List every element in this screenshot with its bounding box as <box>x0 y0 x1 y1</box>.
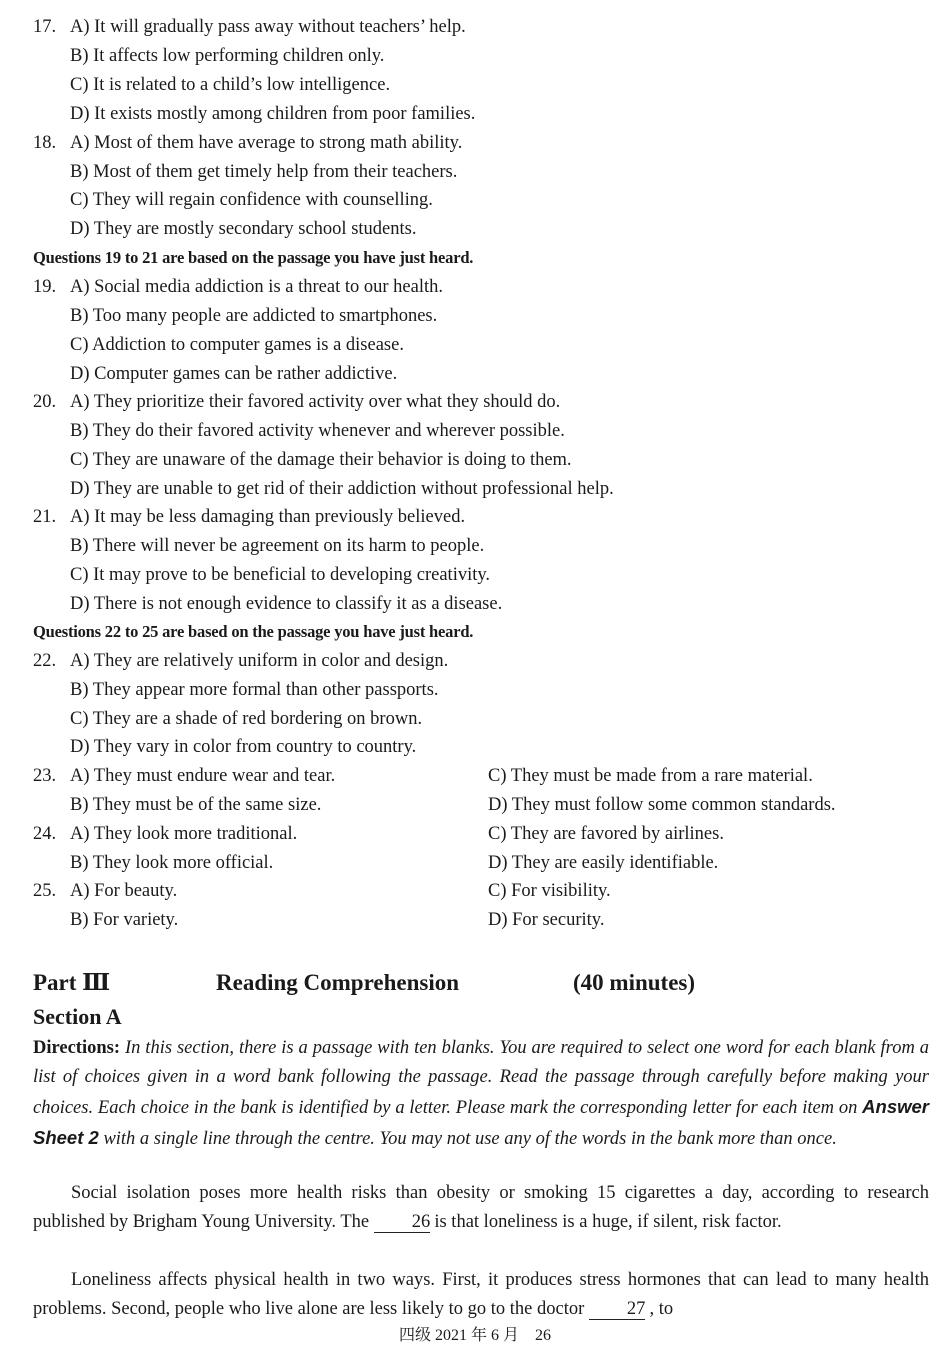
question-19-option-c: C) Addiction to computer games is a disease. <box>70 335 404 355</box>
passage-paragraph-1: Social isolation poses more health risks than obesity or smoking 15 cigarettes a day, according to research published by Brigham Young University. The 26 is that loneliness is a huge, if silent, risk factor. <box>33 1183 929 1232</box>
instruction-22-25: Questions 22 to 25 are based on the passage you have just heard. <box>33 622 474 641</box>
question-17-option-a: 17. A) It will gradually pass away without teachers’ help. <box>33 17 466 37</box>
question-25-option-c: C) For visibility. <box>488 881 611 901</box>
question-18-option-d: D) They are mostly secondary school students. <box>70 219 417 239</box>
instruction-19-21: Questions 19 to 21 are based on the passage you have just heard. <box>33 248 474 267</box>
question-20-option-d: D) They are unable to get rid of their addiction without professional help. <box>70 479 614 499</box>
question-19-option-a: 19. A) Social media addiction is a threat to our health. <box>33 277 443 297</box>
question-21-option-b: B) There will never be agreement on its harm to people. <box>70 536 485 556</box>
question-22-option-d: D) They vary in color from country to country. <box>70 737 417 757</box>
question-23-option-b: B) They must be of the same size. <box>70 795 322 815</box>
question-18-option-c: C) They will regain confidence with counselling. <box>70 190 433 210</box>
question-22-option-a: 22. A) They are relatively uniform in color and design. <box>33 651 449 671</box>
answer-sheet-label: Answer Sheet 2 <box>33 1096 929 1148</box>
question-19-option-d: D) Computer games can be rather addictive. <box>70 364 398 384</box>
page-footer: 四级 2021 年 6 月 26 <box>398 1327 551 1344</box>
question-21-option-a: 21. A) It may be less damaging than previously believed. <box>33 507 466 527</box>
part-label: Part Ⅲ <box>33 970 111 995</box>
question-20-option-b: B) They do their favored activity whenever and wherever possible. <box>70 421 565 441</box>
question-24-option-d: D) They are easily identifiable. <box>488 853 719 873</box>
question-24-option-c: C) They are favored by airlines. <box>488 824 724 844</box>
passage-paragraph-2: Loneliness affects physical health in two ways. First, it produces stress hormones that can lead to many health problems. Second, people who live alone are less likely to go to the doctor 27 , to <box>33 1270 929 1319</box>
directions-label: Directions: <box>33 1038 120 1058</box>
question-25-option-d: D) For security. <box>488 910 605 930</box>
question-25-option-b: B) For variety. <box>70 910 179 930</box>
question-22-option-c: C) They are a shade of red bordering on brown. <box>70 709 423 729</box>
question-17-option-b: B) It affects low performing children only. <box>70 46 385 66</box>
question-18-option-a: 18. A) Most of them have average to strong math ability. <box>33 133 463 153</box>
question-17-option-d: D) It exists mostly among children from poor families. <box>70 104 476 124</box>
question-18-option-b: B) Most of them get timely help from their teachers. <box>70 162 458 182</box>
question-20-option-c: C) They are unaware of the damage their behavior is doing to them. <box>70 450 572 470</box>
question-17-option-c: C) It is related to a child’s low intelligence. <box>70 75 391 95</box>
question-25-option-a: 25. A) For beauty. <box>33 881 178 901</box>
question-24-option-b: B) They look more official. <box>70 853 274 873</box>
question-23-option-d: D) They must follow some common standards. <box>488 795 836 815</box>
part-time: (40 minutes) <box>573 970 696 995</box>
question-21-option-c: C) It may prove to be beneficial to developing creativity. <box>70 565 491 585</box>
part-title: Reading Comprehension <box>216 970 460 995</box>
question-24-option-a: 24. A) They look more traditional. <box>33 824 298 844</box>
directions-paragraph: Directions: In this section, there is a passage with ten blanks. You are required to select one word for each blank from a list of choices given in a word bank following the passage. Read the passage through carefully before making your choices. Each choice in the bank is identified by a letter. Please mark the corresponding letter for each item on Answer Sheet 2 with a single line through the centre. You may not use any of the words in the bank more than once. <box>33 1038 930 1149</box>
question-23-option-a: 23. A) They must endure wear and tear. <box>33 766 336 786</box>
blank-26: 26 <box>374 1212 430 1233</box>
question-23-option-c: C) They must be made from a rare material. <box>488 766 813 786</box>
question-19-option-b: B) Too many people are addicted to smartphones. <box>70 306 438 326</box>
question-22-option-b: B) They appear more formal than other passports. <box>70 680 439 700</box>
blank-27: 27 <box>589 1299 645 1320</box>
question-21-option-d: D) There is not enough evidence to classify it as a disease. <box>70 594 503 614</box>
section-heading: Section A <box>33 1004 122 1029</box>
question-20-option-a: 20. A) They prioritize their favored activity over what they should do. <box>33 392 561 412</box>
